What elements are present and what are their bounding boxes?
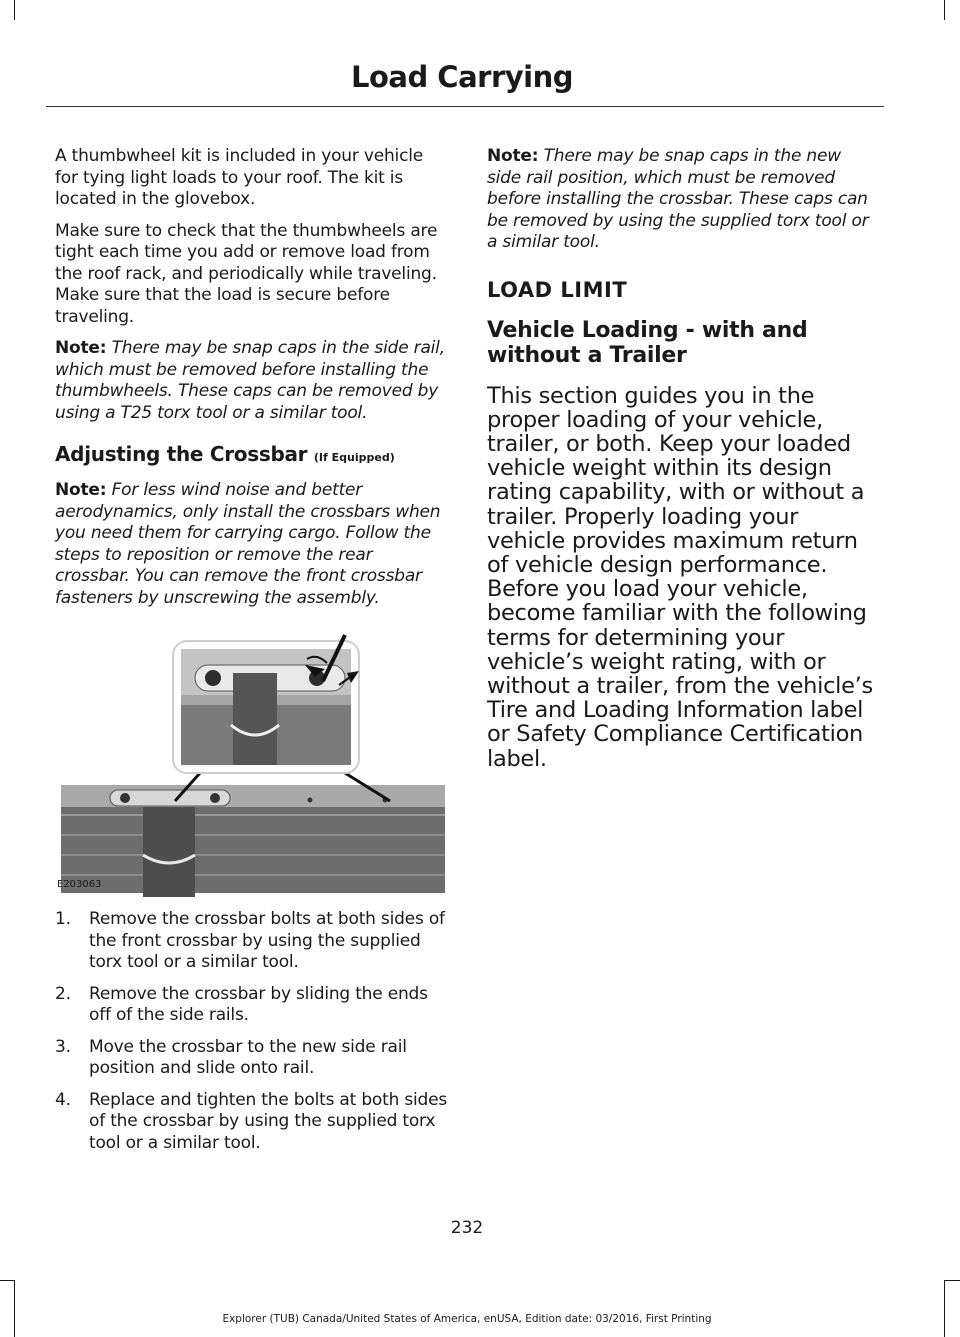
- note-label: Note:: [55, 480, 107, 500]
- step-text: Remove the crossbar bolts at both sides of the front crossbar by using the supplied torx tool or a similar tool.: [89, 909, 445, 972]
- crossbar-note: [55, 480, 448, 609]
- crop-mark-bottom-right-v: [944, 1280, 945, 1337]
- step-number: 3.: [55, 1036, 71, 1057]
- crossbar-illustration: [55, 625, 445, 897]
- step-item: [55, 984, 448, 1027]
- crossbar-steps-list: [55, 909, 448, 1154]
- load-limit-heading: LOAD LIMIT: [487, 277, 628, 302]
- note-text: There may be snap caps in the new side rail position, which must be removed before installing the crossbar. These caps can be removed by using the supplied torx tool or a similar tool.: [487, 146, 869, 252]
- thumbwheel-check-paragraph: Make sure to check that the thumbwheels are tight each time you add or remove load from the roof rack, and periodically while traveling. Make sure that the load is secure before traveling.: [55, 220, 438, 327]
- step-item: [55, 1037, 448, 1080]
- step-text: Remove the crossbar by sliding the ends off of the side rails.: [89, 983, 428, 1025]
- step-number: 4.: [55, 1089, 71, 1110]
- vehicle-loading-heading: Vehicle Loading - with and without a Trailer: [487, 317, 808, 368]
- note-label: Note:: [55, 338, 107, 358]
- step-text: Move the crossbar to the new side rail position and slide onto rail.: [89, 1036, 407, 1078]
- note-label: Note:: [487, 146, 539, 166]
- header-rule: [46, 106, 884, 107]
- crossbar-illustration-graphic: [55, 625, 445, 897]
- crop-mark-bottom-right-h: [944, 1280, 960, 1281]
- left-column: [55, 146, 448, 1164]
- step-item: [55, 909, 448, 974]
- heading-text: Adjusting the Crossbar: [55, 442, 308, 466]
- new-side-rail-note: [487, 146, 880, 254]
- note-text: For less wind noise and better aerodynamics, only install the crossbars when you need them for carrying cargo. Follow the steps to reposition or remove the rear crossbar. You can remove the front crossbar fasteners by unscrewing the assembly.: [55, 480, 441, 608]
- crop-mark-top-right-v: [944, 0, 945, 20]
- heading-qualifier: (If Equipped): [313, 451, 395, 464]
- page-header-title: Load Carrying: [350, 60, 573, 94]
- step-number: 2.: [55, 983, 71, 1004]
- step-text: Replace and tighten the bolts at both sides of the crossbar by using the supplied torx tool or a similar tool.: [89, 1089, 448, 1153]
- page-number: 232: [450, 1218, 484, 1238]
- adjusting-crossbar-heading: [55, 442, 448, 466]
- right-column: [487, 146, 880, 771]
- note-text: There may be snap caps in the side rail, which must be removed before installing the thumbwheels. These caps can be removed by using a T25 torx tool or a similar tool.: [55, 338, 445, 423]
- step-number: 1.: [55, 909, 71, 929]
- figure-code: E203063: [57, 879, 102, 890]
- crop-mark-top-left-v: [14, 0, 15, 20]
- step-item: [55, 1090, 448, 1155]
- thumbwheel-kit-paragraph: A thumbwheel kit is included in your vehicle for tying light loads to your roof. The kit is located in the glovebox.: [55, 146, 424, 209]
- footer-edition-text: Explorer (TUB) Canada/United States of America, enUSA, Edition date: 03/2016, First Printing: [222, 1313, 712, 1325]
- vehicle-loading-body: This section guides you in the proper loading of your vehicle, trailer, or both. Keep your loaded vehicle weight within its design rating capability, with or without a trailer. Properly loading your vehicle provides maximum return of vehicle design performance. Before you load your vehicle, become familiar with the following terms for determining your vehicle’s weight rating, with or without a trailer, from the vehicle’s Tire and Loading Information label or Safety Compliance Certification label.: [487, 382, 873, 772]
- snap-caps-note: [55, 338, 448, 424]
- crop-mark-bottom-left-v: [14, 1280, 15, 1337]
- crop-mark-bottom-left-h: [0, 1280, 14, 1281]
